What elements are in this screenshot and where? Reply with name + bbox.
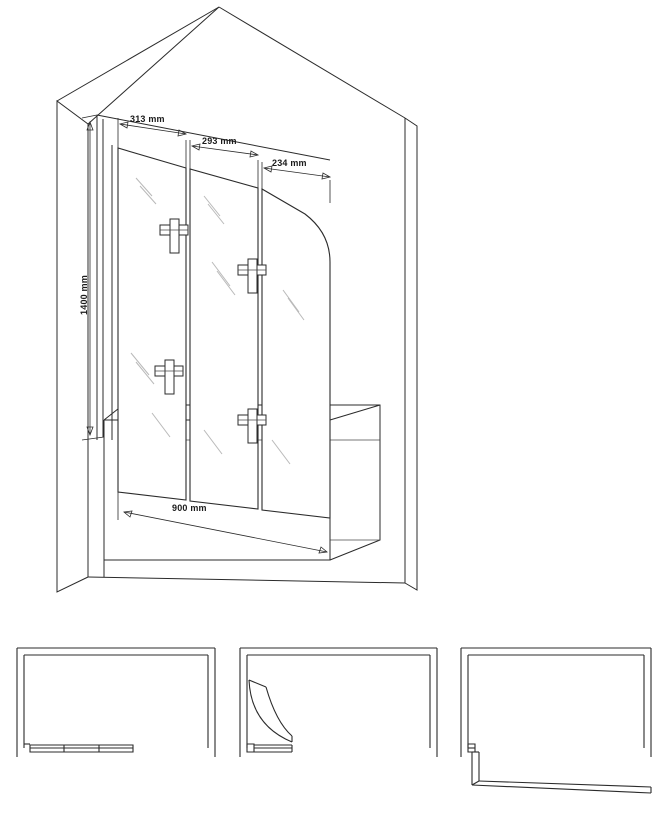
dimension-overall-height: [79, 115, 104, 440]
dimension-label-1400: 1400 mm: [79, 275, 89, 315]
dimension-label-900: 900 mm: [172, 503, 207, 513]
plan-view-open: [461, 648, 651, 793]
dimension-label-293: 293 mm: [202, 136, 237, 146]
dimension-label-313: 313 mm: [130, 114, 165, 124]
dimension-label-234: 234 mm: [272, 158, 307, 168]
glass-panel-2: [190, 169, 258, 509]
plan-view-folded: [17, 648, 215, 757]
glass-panel-3: [262, 189, 330, 518]
glass-panel-1: [118, 148, 186, 500]
plan-view-partially-open: [240, 648, 437, 757]
